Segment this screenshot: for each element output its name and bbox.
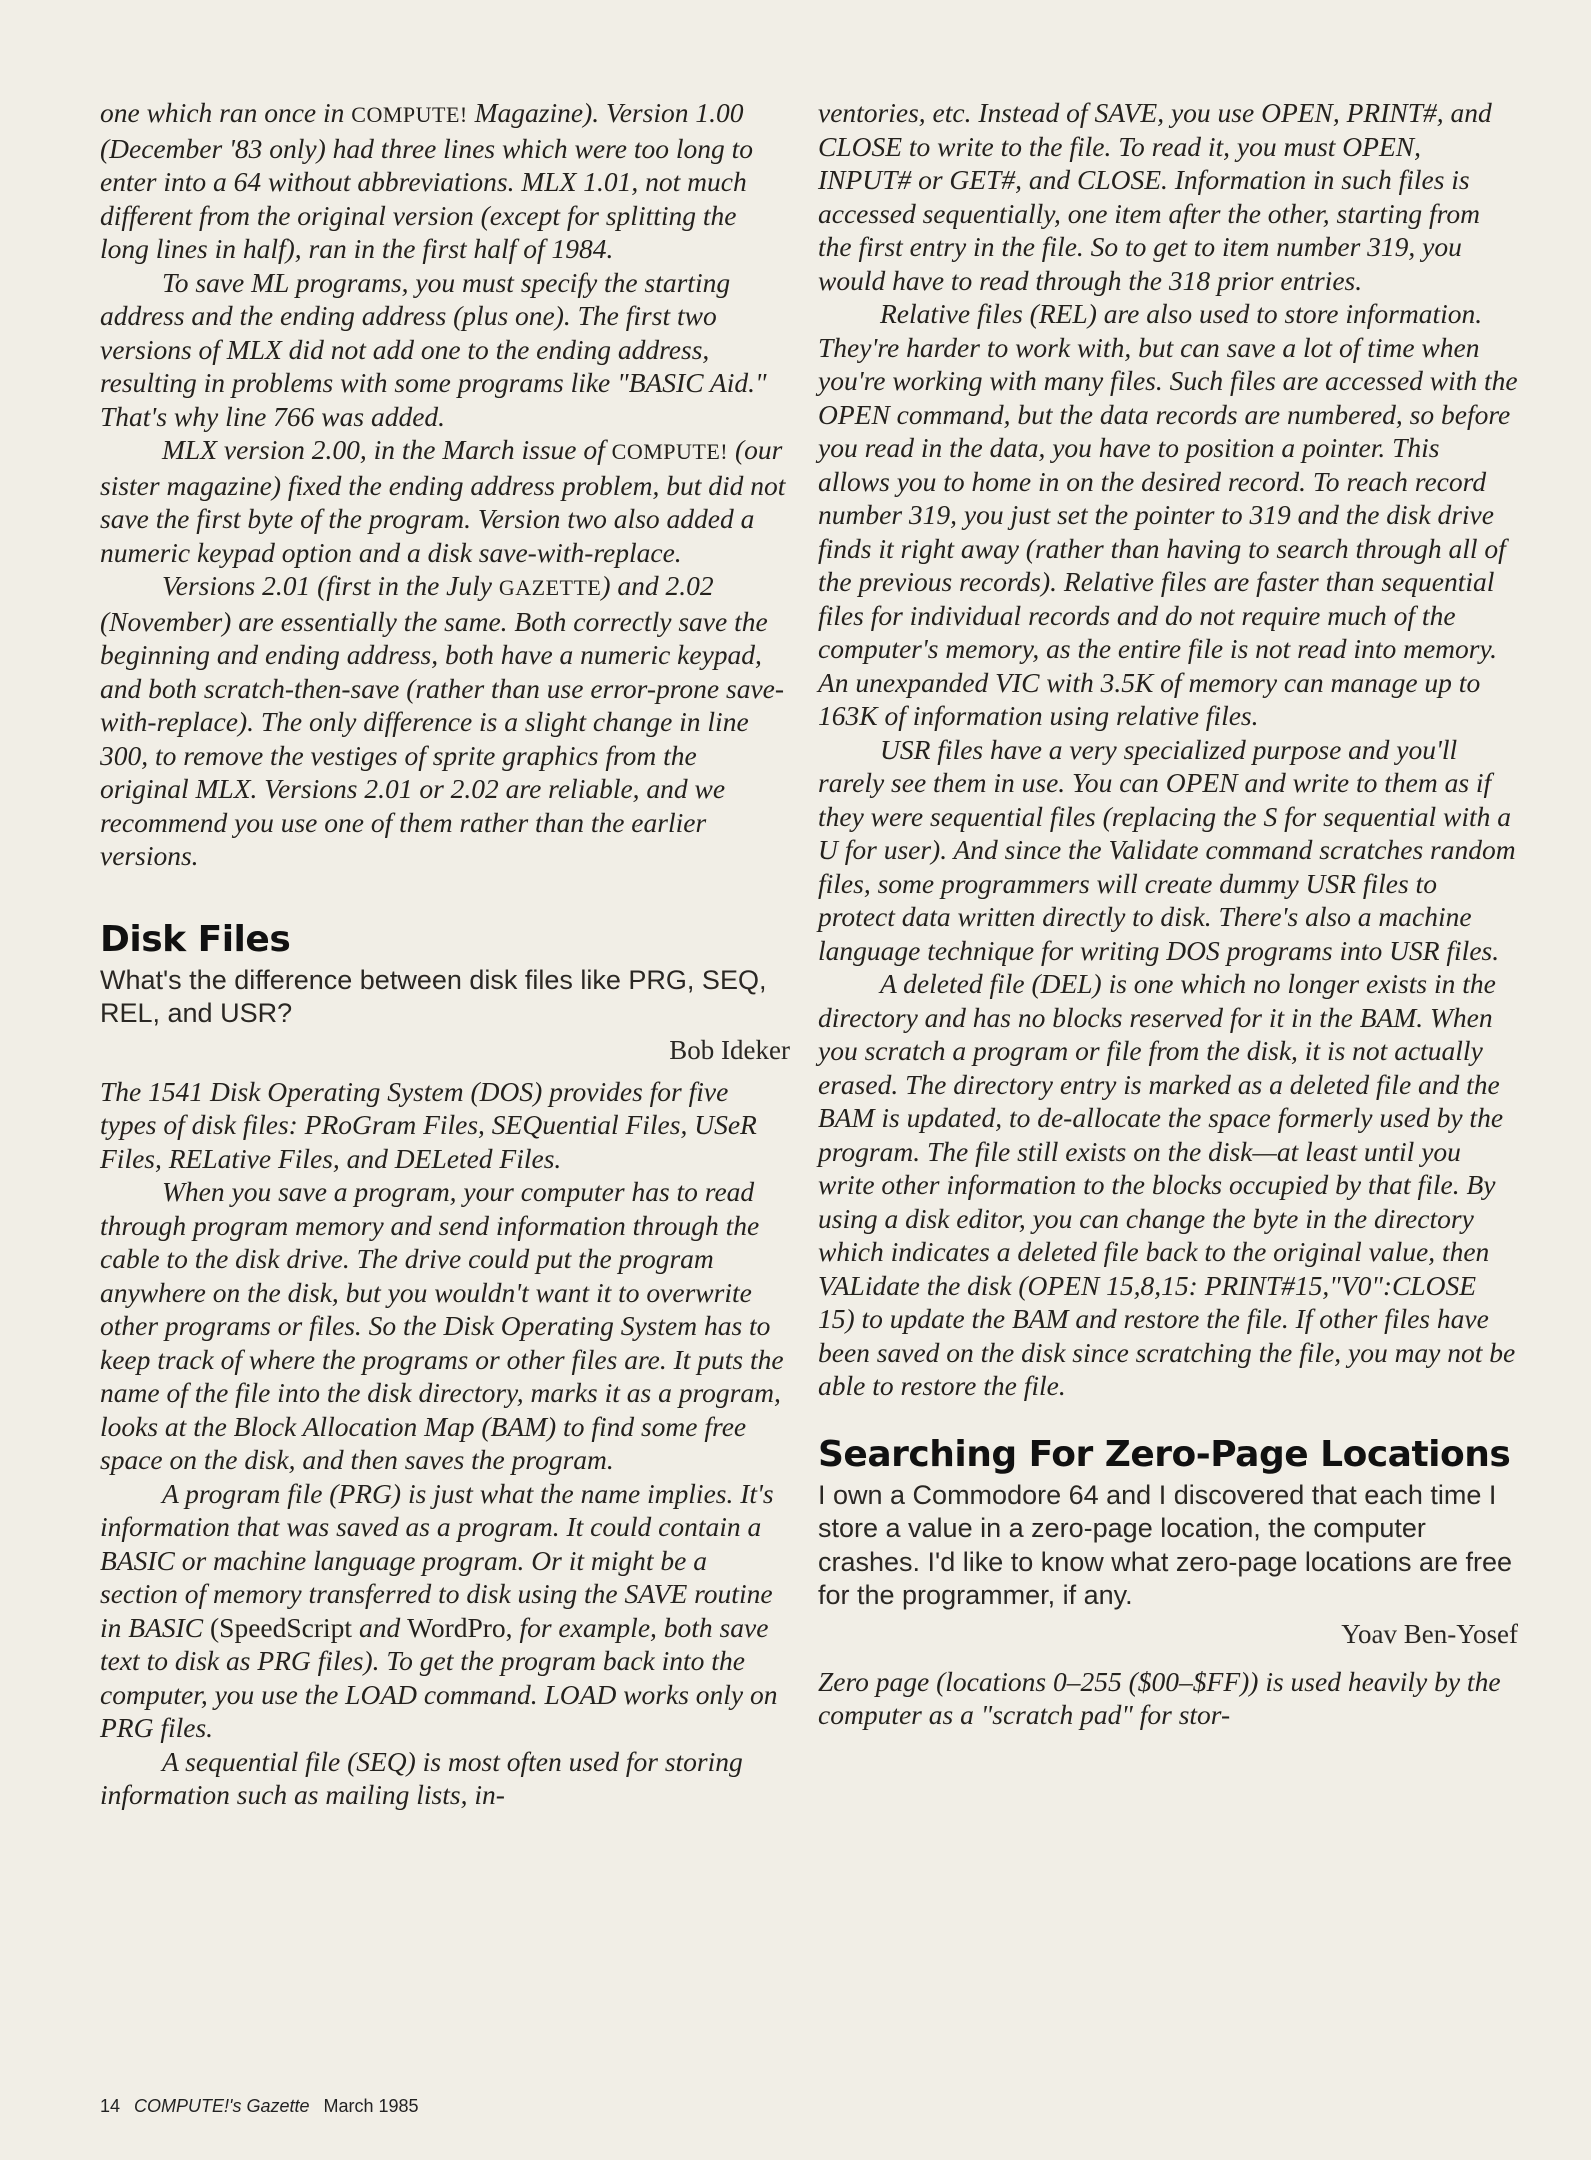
roman-title: WordPro, bbox=[407, 1611, 513, 1643]
answer-paragraph bbox=[100, 433, 790, 569]
text-run: ventories, etc. Instead of SAVE, you use OPEN, PRINT#, and CLOSE to write to the file. To read it, you must OPEN, INPUT# or GET#, and CLOSE. Information in such files is accessed sequentially, one item after the other, starting from the first entry in the file. So to get to item number 319, you would have to read through the 318 prior entries. bbox=[818, 97, 1492, 296]
answer-paragraph bbox=[100, 1477, 790, 1745]
answer-paragraph bbox=[818, 1665, 1518, 1732]
text-run: Zero page (locations 0–255 ($00–$FF)) is used heavily by the computer as a "scratch pad" for stor- bbox=[818, 1665, 1501, 1730]
page-number: 14 bbox=[100, 2096, 121, 2116]
small-caps-title: GAZETTE bbox=[498, 575, 602, 600]
answer-paragraph bbox=[100, 266, 790, 434]
text-run: A deleted file (DEL) is one which no longer exists in the directory and has no blocks reserved for it in the BAM. When you scratch a program or file from the disk, it is not actually erased. The directory entry is marked as a deleted file and the BAM is updated, to de-allocate the space formerly used by the program. The file still exists on the disk—at least until you write other information to the blocks occupied by that file. By using a disk editor, you can change the byte in the directory which indicates a deleted file back to the original value, then VALidate the disk (OPEN 15,8,15: PRINT#15,"V0":CLOSE 15) to update the BAM and restore the file. If other files have been saved on the disk since scratching the file, you may not be able to restore the file. bbox=[818, 968, 1516, 1401]
roman-title: (SpeedScript bbox=[210, 1611, 353, 1643]
text-run: The 1541 Disk Operating System (DOS) provides for five types of disk files: PRoGram Files, SEQuential Files, USeR Files, RELative Files, and DELeted Files. bbox=[100, 1075, 757, 1174]
answer-paragraph bbox=[818, 733, 1518, 968]
answer-paragraph bbox=[100, 96, 790, 266]
left-column bbox=[100, 96, 790, 1812]
answer-paragraph bbox=[100, 1745, 790, 1812]
answer-paragraph bbox=[100, 1175, 790, 1477]
text-run: MLX version 2.00, in the March issue of bbox=[162, 434, 612, 465]
question-byline: Bob Ideker bbox=[669, 1034, 790, 1065]
text-run: one which ran once in bbox=[100, 97, 352, 128]
text-run: Magazine). Version 1.00 (December '83 only) had three lines which were too long to enter into a 64 without abbreviations. MLX 1.01, not much different from the original version (except for splitting the long lines in half), ran in the first half of 1984. bbox=[100, 97, 754, 264]
text-run: USR files have a very specialized purpose and you'll rarely see them in use. You can OPEN and write to them as if they were sequential files (replacing the S for sequential with a U for user). And since the Validate command scratches random files, some programmers will create dummy USR files to protect data written directly to disk. There's also a machine language technique for writing DOS programs into USR files. bbox=[818, 733, 1516, 966]
text-run: A program file (PRG) is just what the name implies. It's information that was saved as a program. It could contain a BASIC or machine language program. Or it might be a section of memory transferred to disk using the SAVE routine in BASIC bbox=[100, 1477, 774, 1643]
answer-paragraph bbox=[100, 569, 790, 873]
text-run: (our sister magazine) fixed the ending address problem, but did not save the first byte of the program. Version two also added a numeric keypad option and a disk save-with-replace. bbox=[100, 434, 786, 568]
text-run: for example, both save text to disk as PRG files). To get the program back into the computer, you use the LOAD command. LOAD works only on PRG files. bbox=[100, 1611, 778, 1743]
reader-question: I own a Commodore 64 and I discovered that each time I store a value in a zero-page location, the computer crashes. I'd like to know what zero-page locations are free for the programmer, if any. bbox=[818, 1479, 1513, 1610]
text-run: ) and 2.02 (November) are essentially the same. Both correctly save the beginning and ending address, both have a numeric keypad, and both scratch-then-save (rather than use error-prone save-with-replace). The only difference is a slight change in line 300, to remove the vestiges of sprite graphics from the original MLX. Versions 2.01 or 2.02 are reliable, and we recommend you use one of them rather than the earlier versions. bbox=[100, 570, 785, 871]
text-run: Versions 2.01 (first in the July bbox=[162, 570, 499, 601]
text-run: To save ML programs, you must specify the starting address and the ending address (plus one). The first two versions of MLX did not add one to the ending address, resulting in problems with some programs like "BASIC Aid." That's why line 766 was added. bbox=[100, 266, 767, 432]
question-byline: Yoav Ben-Yosef bbox=[1341, 1618, 1518, 1649]
page-footer bbox=[100, 2096, 419, 2117]
text-run: Relative files (REL) are also used to store information. They're harder to work with, but can save a lot of time when you're working with many files. Such files are accessed with the OPEN command, but the data records are numbered, so before you read in the data, you have to position a pointer. This allows you to home in on the desired record. To reach record number 319, you just set the pointer to 319 and the disk drive finds it right away (rather than having to search through all of the previous records). Relative files are faster than sequential files for individual records and do not require much of the computer's memory, as the entire file is not read into memory. An unexpanded VIC with 3.5K of memory can manage up to 163K of information using relative files. bbox=[818, 298, 1518, 731]
section-heading-zero-page: Searching For Zero-Page Locations bbox=[818, 1433, 1511, 1475]
answer-paragraph bbox=[818, 96, 1518, 297]
answer-paragraph bbox=[100, 1075, 790, 1176]
section-heading-disk-files: Disk Files bbox=[100, 918, 291, 960]
right-column bbox=[818, 96, 1518, 1732]
text-run: A sequential file (SEQ) is most often used for storing information such as mailing lists, in- bbox=[100, 1745, 743, 1810]
text-run: and bbox=[352, 1611, 408, 1643]
magazine-name: COMPUTE!'s Gazette bbox=[134, 2096, 310, 2116]
answer-paragraph bbox=[818, 967, 1518, 1403]
issue-date: March 1985 bbox=[323, 2096, 419, 2116]
answer-paragraph bbox=[818, 297, 1518, 733]
small-caps-title: COMPUTE! bbox=[611, 439, 729, 464]
small-caps-title: COMPUTE! bbox=[351, 102, 468, 127]
reader-question: What's the difference between disk files like PRG, SEQ, REL, and USR? bbox=[100, 964, 767, 1028]
text-run: When you save a program, your computer has to read through program memory and send information through the cable to the disk drive. The drive could put the program anywhere on the disk, but you wouldn't want it to overwrite other programs or files. So the Disk Operating System has to keep track of where the programs or other files are. It puts the name of the file into the disk directory, marks it as a program, looks at the Block Allocation Map (BAM) to find some free space on the disk, and then saves the program. bbox=[100, 1176, 784, 1475]
